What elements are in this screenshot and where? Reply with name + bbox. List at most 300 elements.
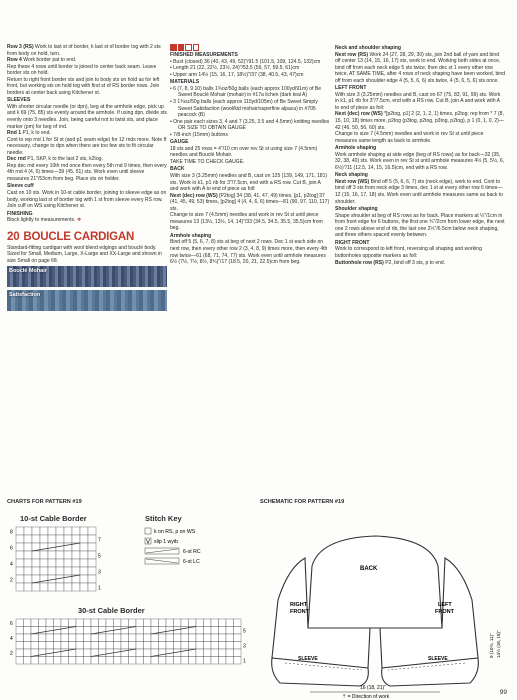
chart-cell (61, 634, 69, 642)
chart-cell (40, 551, 48, 559)
finishing-text: Block lightly to measurements. ❖ (7, 217, 82, 224)
lc-cross-icon (146, 559, 178, 563)
schematic-label-left-front: LEFT FRONT (435, 602, 454, 615)
chart-cell (196, 649, 204, 657)
chart-row-number: 2 (10, 577, 13, 584)
chart-cell (219, 619, 227, 627)
chart-row-number: 4 (10, 561, 13, 568)
chart-10st-cable-border (8, 525, 128, 600)
chart-row-number: 1 (98, 585, 101, 592)
chart-cell (31, 657, 39, 665)
chart-cell (61, 657, 69, 665)
chart-cell (16, 583, 24, 591)
chart-cell (136, 627, 144, 635)
chart-cell (99, 657, 107, 665)
left-front-text: With size 3 (3.25mm) needles and B, cast on 67 (75, 83, 91, 99) sts. Work in k1, p1 rib for 3"/7.5cm, end with a RS row. Cut B, join A and work with A to end of piece as foll: (335, 91, 501, 111)
chart-row-number: 4 (10, 636, 13, 642)
chart-cell (144, 627, 152, 635)
chart-cell (32, 559, 40, 567)
shoulder-text: Shape shoulder at beg of RS rows as for back. Place markers at ½"/1cm in from front edge for 6 buttons, the first one ¾"/2cm from lower edge, the next one 2 rows above end of rib, the last one 2½"/6.5cm below neck shaping, and three others spaced evenly between. (335, 212, 505, 239)
chart-cell (72, 535, 80, 543)
chart-cell (31, 634, 39, 642)
chart-cell (24, 575, 32, 583)
chart-cell (76, 619, 84, 627)
material-item: • One pair each sizes 3, 4 and 7 (3.25, 3.5 and 4.5mm) knitting needles OR SIZE TO OBTAIN GAUGE (170, 118, 330, 132)
key-item-1: k on RS, p on WS (154, 529, 196, 535)
chart-cell (204, 642, 212, 650)
chart-cell (72, 527, 80, 535)
chart-cell (211, 634, 219, 642)
chart-cell (46, 642, 54, 650)
chart-cell (16, 657, 24, 665)
chart-cell (99, 619, 107, 627)
column-3 (335, 44, 505, 266)
chart-cell (189, 634, 197, 642)
left-front-dec: Next (dec) row (WS) *[p2tog, p1] 2 (2, 1, 2, 1) times, p2tog; rep from * 7 (8, 15, 10, 18) times more, p2tog (p3tog, p2tog, p3tog, p2tog), p 1 (0, 1, 0, 2)—42 (46, 50, 56, 60) sts. (335, 111, 504, 131)
pattern-intro: Standard-fitting cardigan with wool blend edgings and bouclé body. Sized for Small, Medium, Large, X-Large and XX-Large and shown in size Small on page 68. (7, 244, 162, 264)
chart-cell (84, 642, 92, 650)
key-item-4: 6-st LC (183, 559, 200, 565)
chart-cell (24, 535, 32, 543)
chart-cell (129, 657, 137, 665)
chart-cell (48, 559, 56, 567)
chart-cell (136, 657, 144, 665)
right-front-heading: RIGHT FRONT (335, 239, 370, 246)
chart-cell (16, 642, 24, 650)
chart-cell (219, 657, 227, 665)
stitch-key-title: Stitch Key (145, 514, 182, 523)
chart-cell (46, 619, 54, 627)
chart-cell (40, 567, 48, 575)
chart-cell (234, 649, 242, 657)
material-item: • 7/8-inch (15mm) buttons (170, 131, 228, 138)
material-item: • 6 (7, 8, 9 10) balls 1¾oz/50g balls (each approx 100yd/91m) of Be Sweet Bouclé Mohair (mohair) in #17a lichen (dark teal A) (170, 85, 322, 99)
chart-30st-cable-border (8, 617, 246, 679)
chart-cell (80, 567, 88, 575)
chart-cell (48, 583, 56, 591)
chart-cell (84, 649, 92, 657)
chart-row-number: 6 (10, 621, 13, 627)
chart-cell (211, 619, 219, 627)
neck-text: Next row (WS) Bind off 5 (5, 6, 6, 7) sts (neck edge), work to end. Cont to bind off 3 sts from neck edge 3 times, dec 1 st at every other row 6 times—12 (15, 16, 17, 18) sts. Work even until armhole measures same as back to shoulder. (335, 178, 503, 205)
chart-cell (88, 543, 96, 551)
chart-cell (48, 535, 56, 543)
chart-cell (181, 657, 189, 665)
schematic-side-measure-2: 14½ (16, 18)" (496, 630, 501, 658)
rnd1-instruction: Rnd 1 P1, k to end. (7, 130, 51, 137)
cuff-text: Cast on 10 sts. Work in 10-st cable border, joining to sleeve edge as on body, working last st of border tog with 1 st from sleeve every RS row. Join cuff on WS using Kitchener st. (7, 190, 167, 210)
chart-cell (106, 634, 114, 642)
chart-cell (76, 657, 84, 665)
chart-cell (226, 649, 234, 657)
chart-cell (40, 535, 48, 543)
chart-cell (121, 634, 129, 642)
chart-cell (166, 657, 174, 665)
chart-cell (80, 583, 88, 591)
rc-cross-icon (146, 549, 178, 553)
lf-armhole-text: Work armhole shaping at side edge (beg of RS rows) as for back—32 (35, 32, 38, 40) sts. Work even in rev St st until armhole measures 4½ (5, 5½, 6, 6½)"/11 (12.5, 14, 15, 16.5)cm, end with a RS row. (335, 151, 505, 171)
neck-heading: Neck shaping (335, 172, 368, 179)
chart-cell (16, 543, 24, 551)
cuff-heading: Sleeve cuff (7, 183, 34, 190)
chart-cell (136, 642, 144, 650)
chart-cell (69, 642, 77, 650)
swatch-satisfaction: Satisfaction (7, 290, 167, 311)
chart-cell (196, 619, 204, 627)
chart-cell (80, 551, 88, 559)
skill-level-icon (170, 44, 330, 51)
chart-cell (56, 551, 64, 559)
chart-cell (48, 567, 56, 575)
chart-cell (39, 619, 47, 627)
neck-shoulder-heading: Neck and shoulder shaping (335, 45, 401, 51)
chart-cell (56, 567, 64, 575)
chart-cell (88, 535, 96, 543)
chart-cell (174, 634, 182, 642)
next-dec-row: Next (dec) row (WS) [P2tog] 34 (38, 41, 47, 49) times, [p1, p2tog] 37 (41, 45, 49, 53) times, [p2tog] 4 (4, 4, 6, 6) times—81 (90, 97, 110, 117) sts. (170, 192, 330, 212)
chart-cell (64, 583, 72, 591)
chart-cell (226, 657, 234, 665)
chart-cell (204, 627, 212, 635)
chart-cell (88, 575, 96, 583)
gauge-heading: GAUGE (170, 139, 189, 146)
back-heading: BACK (170, 166, 185, 173)
chart-cell (69, 634, 77, 642)
chart-cell (40, 559, 48, 567)
materials-heading: MATERIALS (170, 79, 200, 86)
chart-row-number: 6 (10, 545, 13, 552)
chart-cell (84, 657, 92, 665)
chart-cell (174, 642, 182, 650)
chart-cell (189, 642, 197, 650)
gauge-check: TAKE TIME TO CHECK GAUGE. (170, 158, 245, 165)
chart-cell (76, 627, 84, 635)
chart-cell (129, 634, 137, 642)
chart-cell (189, 657, 197, 665)
chart-cell (76, 642, 84, 650)
chart-cell (144, 634, 152, 642)
schematic-diagram (250, 508, 505, 698)
chart-cell (16, 567, 24, 575)
chart-cell (99, 642, 107, 650)
chart-cell (211, 649, 219, 657)
chart-cell (24, 634, 32, 642)
chart-cell (39, 634, 47, 642)
key-item-2: slip 1 wyib (154, 539, 178, 545)
chart-cell (46, 657, 54, 665)
chart-cell (219, 649, 227, 657)
schematic-label-back: BACK (360, 566, 378, 572)
chart-cell (226, 642, 234, 650)
chart-cell (16, 619, 24, 627)
chart-cell (144, 642, 152, 650)
chart-cell (31, 619, 39, 627)
chart-cell (64, 535, 72, 543)
measurement-upper-arm: • Upper arm 14½ (15, 16, 17, 18½)"/37 (38, 40.5, 43, 47)cm (170, 71, 304, 78)
gauge-text: 18 sts and 25 rows = 4"/10 cm over rev St st using size 7 (4.5mm) needles and Bouclé Mohair. (170, 145, 318, 159)
chart-cell (121, 657, 129, 665)
chart-cell (234, 634, 242, 642)
column-2 (170, 44, 330, 266)
chart-cell (24, 657, 32, 665)
chart-cell (72, 551, 80, 559)
chart-cell (91, 657, 99, 665)
chart-cell (84, 627, 92, 635)
chart-cell (181, 619, 189, 627)
chart-cell (106, 642, 114, 650)
right-front-text: Work to correspond to left front, reversing all shaping and working buttonholes opposite markers as foll: (335, 246, 482, 259)
armhole-text: Bind off 5 (5, 6, 7, 8) sts at beg of next 2 rows. Dec 1 st each side on next row, then every other row 2 (3, 4, 8, 9) times more, then every 4th row twice—61 (68, 71, 74, 77) sts. Work even until armhole measures 6½ (7½, 7½, 8½, 8¾)"/17 (18.5, 20, 21, 22.5)cm from beg. (170, 239, 328, 266)
chart-cell (159, 642, 167, 650)
chart-cell (88, 559, 96, 567)
chart-cell (32, 583, 40, 591)
chart-cell (84, 619, 92, 627)
chart-cell (159, 619, 167, 627)
key-knit-swatch (145, 528, 151, 534)
chart-cell (114, 634, 122, 642)
chart-cell (76, 649, 84, 657)
page-number: 99 (499, 689, 507, 696)
buttonhole-row: Buttonhole row (RS) P2, bind off 3 sts, p to end. (335, 259, 446, 266)
chart-cell (39, 657, 47, 665)
left-front-heading: LEFT FRONT (335, 85, 367, 92)
chart-cell (106, 657, 114, 665)
schematic-side-measure: 9 (10½, 11)" (489, 633, 494, 658)
chart-cell (159, 634, 167, 642)
row4-instruction: Row 4 Work border pat to end. (7, 57, 77, 64)
chart-cell (174, 619, 182, 627)
chart-cell (144, 649, 152, 657)
chart-cell (99, 634, 107, 642)
chart-cell (56, 535, 64, 543)
chart-cell (234, 657, 242, 665)
chart-cell (181, 642, 189, 650)
chart-cell (31, 642, 39, 650)
chart-cell (151, 619, 159, 627)
chart-cell (16, 551, 24, 559)
chart-10st-title: 10-st Cable Border (20, 514, 87, 523)
back-text: With size 3 (3.25mm) needles and B, cast on 125 (139, 149, 171, 181) sts. Work in k1, p1 rib for 3"/7.5cm, end with a RS row. Cut B, join A and work with A to end of piece as foll: (170, 172, 328, 193)
chart-cell (54, 642, 62, 650)
chart-cell (211, 657, 219, 665)
chart-cell (121, 642, 129, 650)
stitch-key (143, 525, 243, 575)
swatch-boucle-mohair: Bouclé Mohair (7, 266, 167, 287)
chart-cell (80, 543, 88, 551)
chart-cell (121, 619, 129, 627)
chart-cell (234, 619, 242, 627)
chart-cell (16, 527, 24, 535)
chart-cell (151, 634, 159, 642)
key-item-3: 6-st RC (183, 549, 201, 555)
chart-cell (76, 634, 84, 642)
chart-cell (196, 657, 204, 665)
chart-cell (136, 649, 144, 657)
pattern-title: 20 BOUCLE CARDIGAN (7, 230, 135, 243)
chart-cell (144, 657, 152, 665)
chart-cell (136, 634, 144, 642)
column-1 (7, 44, 167, 314)
chart-cell (16, 559, 24, 567)
schematic-bottom-measure: 16 (18, 21)" (360, 685, 386, 691)
chart-cell (114, 619, 122, 627)
chart-cell (72, 567, 80, 575)
cont-instruction: Cont to rep rnd 1 for St st (and p1 seam edge) for 12 rnds more. Note If necessary, change to dpn when there are too few sts to fit circular needle. (7, 136, 167, 156)
schematic-label-sleeve-left: SLEEVE (428, 656, 448, 662)
chart-cell (88, 567, 96, 575)
chart-cell (166, 634, 174, 642)
chart-cell (61, 642, 69, 650)
chart-cell (136, 619, 144, 627)
chart-cell (48, 551, 56, 559)
chart-cell (40, 527, 48, 535)
chart-cell (106, 619, 114, 627)
chart-row-number: 7 (98, 537, 101, 544)
chart-cell (72, 583, 80, 591)
chart-cell (54, 619, 62, 627)
rep-dec-instruction: Rep dec rnd every 10th rnd once then every 5th rnd 9 times, then every 4th rnd 4 (4, 6) times—39 (45, 51) sts. Work even until sleeve measures 21"/53cm from beg. Place sts on holder. (7, 162, 167, 182)
measurement-bust: • Bust (closed) 36 (40, 43, 49, 52)"/91.5 (101.5, 109, 124.5, 132)cm (170, 58, 321, 65)
chart-cell (69, 657, 77, 665)
chart-cell (226, 627, 234, 635)
chart-cell (32, 551, 40, 559)
chart-cell (56, 559, 64, 567)
chart-row-number: 2 (10, 651, 13, 657)
chart-cell (24, 627, 32, 635)
chart-cell (91, 642, 99, 650)
chart-cell (80, 535, 88, 543)
chart-cell (32, 527, 40, 535)
chart-cell (24, 527, 32, 535)
chart-cell (24, 551, 32, 559)
slip-icon: V (146, 539, 151, 546)
direction-of-work-label: ⇡ = Direction of work (342, 694, 390, 700)
chart-cell (32, 535, 40, 543)
chart-cell (151, 657, 159, 665)
chart-row-number: 5 (243, 628, 246, 635)
chart-cell (16, 535, 24, 543)
chart-cell (64, 551, 72, 559)
chart-cell (196, 627, 204, 635)
chart-cell (144, 619, 152, 627)
chart-cell (166, 619, 174, 627)
chart-cell (196, 642, 204, 650)
chart-cell (196, 634, 204, 642)
chart-cell (16, 649, 24, 657)
measurement-length: • Length 21 (22, 22½, 23½, 24)"/53.5 (56, 57, 59.5, 61)cm (170, 65, 300, 72)
chart-cell (219, 627, 227, 635)
chart-cell (64, 559, 72, 567)
chart-cell (80, 575, 88, 583)
chart-cell (234, 642, 242, 650)
chart-cell (24, 567, 32, 575)
chart-cell (114, 657, 122, 665)
chart-cell (174, 657, 182, 665)
chart-cell (88, 583, 96, 591)
chart-cell (166, 642, 174, 650)
schematic-back (308, 536, 442, 628)
chart-cell (129, 619, 137, 627)
chart-cell (84, 634, 92, 642)
finishing-heading: FINISHING (7, 210, 33, 217)
schematic-label-right-front: RIGHT FRONT (290, 602, 309, 615)
chart-cell (91, 619, 99, 627)
chart-cell (88, 527, 96, 535)
sleeves-heading: SLEEVES (7, 97, 31, 104)
chart-cell (16, 634, 24, 642)
chart-cell (61, 619, 69, 627)
schematic-label-sleeve-right: SLEEVE (298, 656, 318, 662)
chart-cell (129, 642, 137, 650)
chart-cell (69, 619, 77, 627)
chart-cell (24, 543, 32, 551)
charts-title: CHARTS FOR PATTERN #19 (7, 499, 82, 505)
chart-cell (16, 627, 24, 635)
schematic-title: SCHEMATIC FOR PATTERN #19 (260, 499, 345, 505)
change-needles-text: Change to size 7 (4.5mm) needles and work in rev St st until piece measures 13 (13½, 13½, 14, 14)"/33 (34.5, 34.5, 35.5, 35.5)cm from beg. (170, 212, 323, 232)
chart-cell (204, 649, 212, 657)
chart-row-number: 3 (243, 643, 246, 650)
chart-cell (64, 527, 72, 535)
material-item: • 3 1¾oz/50g balls (each approx 115yd/105m) of Be Sweet Simply Sweet Satisfaction (wool/kid mohair/superfine alpaca) in #705 peacock (B) (170, 98, 318, 119)
armhole-heading: Armhole shaping (170, 232, 212, 239)
row3-instruction: Row 3 (RS) Work to last st of border, k last st of border tog with 2 sts from body on hold, turn. (7, 44, 161, 57)
chart-cell (24, 619, 32, 627)
chart-cell (234, 627, 242, 635)
chart-cell (80, 527, 88, 535)
chart-cell (189, 619, 197, 627)
chart-cell (204, 619, 212, 627)
chart-cell (16, 575, 24, 583)
chart-row-number: 8 (10, 529, 13, 536)
chart-row-number: 3 (98, 569, 101, 576)
dec-rnd-instruction: Dec rnd P1, SKP, k to the last 2 sts, k2tog. (7, 156, 103, 163)
chart-cell (39, 642, 47, 650)
chart-cell (24, 649, 32, 657)
chart-30st-title: 30-st Cable Border (78, 606, 145, 615)
chart-cell (219, 634, 227, 642)
chart-cell (24, 642, 32, 650)
rep-instruction: Rep these 4 rows until border is joined to center back seam. Leave border sts on hold. (7, 63, 157, 77)
lf-armhole-heading: Armhole shaping (335, 145, 377, 152)
chart-cell (80, 559, 88, 567)
chart-row-number: 1 (243, 658, 246, 665)
neck-shoulder-text: Next row (RS) Work 24 (27, 28, 29, 30) sts, join 2nd ball of yarn and bind off center 13 (14, 15, 16, 17) sts, work to end. Working both sides at once, bind off from each neck edge 5 sts twice, then dec st 1 every other row twice, AT SAME TIME, after 4 rows of neck shaping have been worked, bind off from each shoulder edge 4 (5, 5, 6, 6) sts twice, 4 (5, 6, 5, 6) sts once. (335, 51, 505, 84)
chart-cell (72, 559, 80, 567)
left-front-change: Change to size 7 (4.5mm) needles and work in rev St st until piece measures same length as back to armhole. (335, 131, 484, 144)
chart-cell (56, 527, 64, 535)
chart-cell (32, 567, 40, 575)
chart-cell (226, 619, 234, 627)
chart-cell (48, 527, 56, 535)
sleeves-text: With shorter circular needle (or dpn), beg at the armhole edge, pick up and k 69 (75, 85) sts evenly around the armhole. If using dpn, divide sts evenly onto 3 needles. Join, being careful not to twist sts, and place marker (pm) for beg of rnd. (7, 103, 167, 130)
end-diamond-icon: ❖ (76, 217, 82, 224)
charts-area (0, 498, 517, 700)
chart-cell (88, 551, 96, 559)
chart-cell (54, 634, 62, 642)
chart-cell (211, 627, 219, 635)
chart-cell (46, 634, 54, 642)
chart-cell (64, 567, 72, 575)
chart-cell (40, 583, 48, 591)
chart-cell (56, 583, 64, 591)
chart-cell (24, 559, 32, 567)
chart-cell (24, 583, 32, 591)
finished-measurements-heading: FINISHED MEASUREMENTS (170, 52, 238, 59)
chart-cell (54, 657, 62, 665)
chart-cell (219, 642, 227, 650)
shoulder-heading: Shoulder shaping (335, 206, 378, 213)
